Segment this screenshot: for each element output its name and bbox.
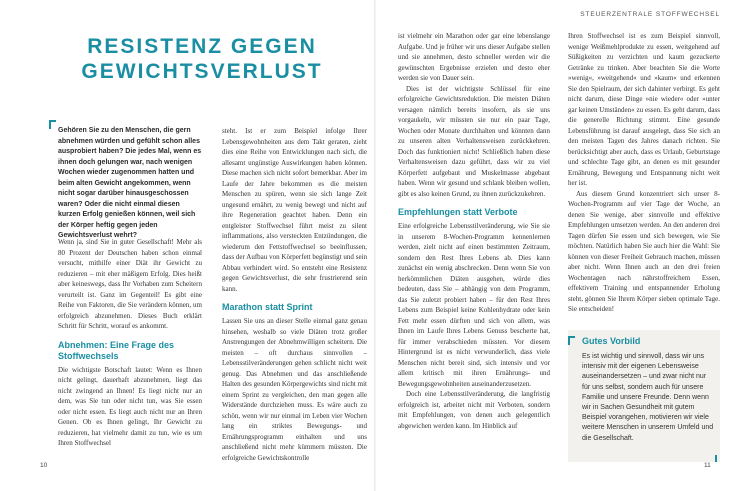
chapter-title — [52, 34, 352, 84]
col1-paragraph-2: Die wichtigste Botschaft lautet: Wenn es Ihnen nicht gelingt, dauerhaft abzunehmen, liegt das nicht zwingend an Ihnen! Es liegt nicht nur an dem, was Sie tun oder nicht tun, was Sie essen oder nicht essen. Es liegt auch nicht nur an Ihren Genen. Ob es Ihnen gelingt, Ihr Gewicht zu reduzieren, hat vielmehr damit zu tun, wie es um Ihren Stoffwechsel — [58, 365, 202, 447]
info-box-bracket-mark — [568, 336, 575, 345]
col3-paragraph-3: Eine erfolgreiche Lebensstilveränderung, wie Sie sie in unserem 8-Wochen-Programm kennenlernen werden, zielt nicht auf einen bestimmten Zeitraum, sondern den Rest Ihres Lebens ab. Dies kann zunächst ein wenig abschrecken. Denn wenn Sie von herkömmlichen Diäten ausgehen, würde dies bedeuten, dass Sie – abhängig von dem Programm, das Sie zuletzt probiert haben – für den Rest Ihres Lebens zum Beispiel keine Kohlenhydrate oder kein Fett mehr essen dürften und sich von allem, was Ihnen im Laufe Ihres Lebens Genuss bescherte hat, für immer verabschieden müssten. Vor diesem Hintergrund ist es nicht verwunderlich, dass viele Menschen nicht bereit sind, sich intensiv und vor allem kritisch mit ihren Ernährungs- und Bewegungsgewohnheiten auseinanderzusetzen. — [398, 222, 550, 388]
col3-paragraph-1: ist vielmehr ein Marathon oder gar eine lebenslange Aufgabe. Und je früher wir uns dieser Aufgabe stellen und sie annehmen, desto schneller werden wir die gewünschten Ergebnisse erzielen und desto eher werden sie von Dauer sein. — [398, 32, 550, 82]
page-number-left: 10 — [40, 462, 48, 469]
column-4 — [568, 31, 720, 315]
chapter-title-line-2: GEWICHTSVERLUST — [81, 60, 323, 83]
col2-heading: Marathon statt Sprint — [222, 302, 313, 312]
column-1 — [58, 237, 202, 449]
page-gutter — [374, 0, 376, 491]
col2-paragraph-2: Lassen Sie uns an dieser Stelle einmal ganz genau hinsehen, weshalb so viele Diäten trotz großer Anstrengungen der Abnehmwilligen scheitern. Die meisten – oft durchaus sinnvollen – Lebensstilveränderungen gehen schlicht nicht weit genug. Das Abnehmen und das anschließende Halten des gesunden Körpergewichts sind nicht mit einem Sprint zu vergleichen, den man gegen alle Widerstände durchziehen muss. Es wäre auch zu schön, wenn wir nur einmal im Leben vier Wochen lang ein striktes Bewegungs- und Ernährungsprogramm einhalten und uns anschließend nicht mehr kümmern müssten. Die erfolgreiche Gewichtskontrolle — [222, 317, 367, 462]
col1-heading: Abnehmen: Eine Frage des Stoffwechsels — [58, 339, 175, 361]
page-number-right: 11 — [704, 462, 711, 469]
info-box-title: Gutes Vorbild — [582, 336, 641, 346]
col3-paragraph-2: Dies ist der wichtigste Schlüssel für eine erfolgreiche Gewichtsreduktion. Die meisten Diäten versagen nämlich bereits insofern, als sie uns vorgaukeln, wir müssten sie nur ein paar Tage, Wochen oder Monate durchhalten und könnten dann zu unseren alten Verhaltensweisen zurückkehren. Doch das funktioniert nicht! Schließlich haben diese Verhaltensweisen dazu geführt, dass wir zu viel Körperfett aufgebaut und Muskelmasse abgebaut haben. Wenn wir gesund und schlank bleiben wollen, gibt es also keinen Grund, zu ihnen zurückzukehren. — [398, 84, 550, 198]
lead-bracket-mark — [49, 120, 56, 129]
col4-paragraph-1: Ihren Stoffwechsel ist es zum Beispiel sinnvoll, wenige Weißmehlprodukte zu essen, weitgehend auf Süßigkeiten zu verzichten und kaum gezuckerte Getränke zu trinken. Aber beachten Sie die Worte »wenig«, »weitgehend« und »kaum« und erkennen Sie den Spielraum, der sich dahinter verbirgt. Es geht nicht darum, diese Dinge »nie wieder« oder »unter gar keinen Umständen« zu essen. Es geht darum, dass die generelle Richtung stimmt. Eine gesunde Lebensführung ist darauf ausgelegt, dass Sie sich an den meisten Tagen des Jahres danach richten. Sie berücksichtigt aber auch, dass es Urlaub, Geburtstage und schlechte Tage gibt, an denen es mit gesunder Ernährung, Bewegung und Entspannung nicht weit her ist. — [568, 32, 720, 187]
col3-paragraph-4: Doch eine Lebensstilveränderung, die langfristig erfolgreich ist, arbeitet nicht mit Verboten, sondern mit Empfehlungen, von denen auch gelegentlich abgewichen werden kann. Im Hinblick auf — [398, 390, 550, 430]
column-3 — [398, 31, 550, 431]
info-box-text: Es ist wichtig und sinnvoll, dass wir uns intensiv mit der eigenen Lebensweise auseinandersetzen – und zwar nicht nur für uns selbst, sondern auch für unsere Familie und unsere Freunde. Denn wenn wir in Sachen Gesundheit mit gutem Beispiel vorangehen, motivieren wir viele weitere Menschen in unserem Umfeld und die Gesellschaft. — [582, 353, 714, 442]
col2-paragraph-1: steht. Ist er zum Beispiel infolge Ihrer Lebensgewohnheiten aus dem Takt geraten, zieht dies eine Reihe von Entwicklungen nach sich, die allesamt ungünstige Auswirkungen haben können. Diese machen sich nicht sofort bemerkbar. Aber im Laufe der Jahre bekommen es die meisten Menschen zu spüren, wenn sie sich lange Zeit ungesund ernährt, zu wenig bewegt und nicht auf ihre Regeneration geachtet haben. Denn ein entgleister Stoffwechsel führt meist zu silent inflammations, also versteckten Entzündungen, die wiederum den Fettstoffwechsel so beeinflussen, dass der Aufbau von Körperfett begünstigt und sein Abbau verhindert wird. So entsteht eine Resistenz gegen Gewichtsverlust, die sehr frustrierend sein kann. — [222, 127, 367, 293]
info-box-end-mark — [715, 455, 717, 462]
col4-paragraph-2: Aus diesem Grund konzentriert sich unser 8-Wochen-Programm auf vier Tage der Woche, an denen Sie wenige, aber sinnvolle und effektive Empfehlungen umsetzen werden. An den anderen drei Tagen dürfen Sie essen und sich bewegen, wie Sie möchten. Natürlich haben Sie auch hier die Wahl: Sie können von dieser Freiheit Gebrauch machen, müssen aber nicht. Wenn Ihnen auch an den drei freien Wochentagen nach nährstoffreichem Essen, effektivem Training und entspannender Erholung steht, gönnen Sie Ihrem Körper sieben optimale Tage. Sie entscheiden! — [568, 189, 720, 313]
chapter-title-line-1: RESISTENZ GEGEN — [87, 35, 317, 58]
col3-heading: Empfehlungen statt Verbote — [398, 207, 518, 217]
running-head: STEUERZENTRALE STOFFWECHSEL — [580, 11, 720, 18]
col1-paragraph-1: Wenn ja, sind Sie in guter Gesellschaft! Mehr als 80 Prozent der Deutschen haben schon einmal versucht, mithilfe einer Diät ihr Gewicht zu reduzieren – mit eher mäßigem Erfolg. Dies heißt aber keineswegs, dass Ihr Vorhaben zum Scheitern verurteilt ist. Ganz im Gegenteil! Es gibt eine Reihe von Faktoren, die Sie verändern können, um erfolgreich abzunehmen. Dieses Buch erklärt Schritt für Schritt, worauf es ankommt. — [58, 238, 202, 330]
lead-paragraph: Gehören Sie zu den Menschen, die gern abnehmen würden und gefühlt schon alles ausprobiert haben? Die jedes Mal, wenn es ihnen doch gelungen war, nach wenigen Wochen wieder zugenommen hatten und beim alten Gewicht angekommen, wenn nicht sogar darüber hinausgeschossen waren? Oder die nicht einmal diesen kurzen Erfolg genießen können, weil sich der Körper heftig gegen jeden Gewichtsverlust wehrt? — [58, 127, 202, 239]
column-2 — [222, 126, 367, 463]
